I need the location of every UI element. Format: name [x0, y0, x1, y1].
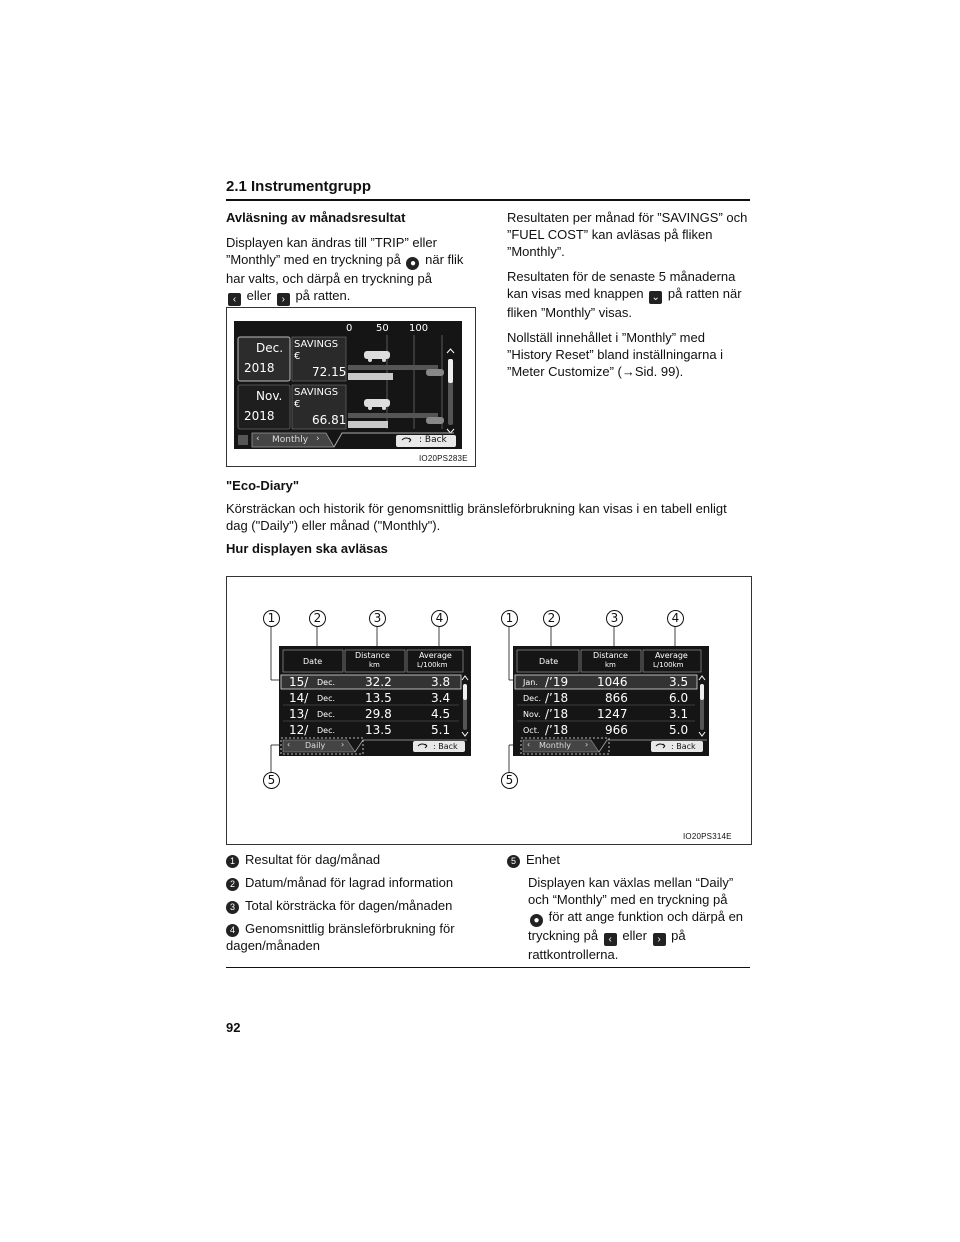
row-average: 3.1 [669, 707, 689, 721]
row-average: 3.5 [669, 675, 689, 689]
row-year: /’19 [545, 675, 569, 689]
ok-button-icon: ● [406, 257, 419, 270]
right-paragraph-3: Nollställ innehållet i ”Monthly” med ”History Reset” bland inställningarna i ”Meter Customize” (→Sid. 99). [507, 330, 724, 379]
legend-item [507, 851, 751, 868]
header-date: Date [539, 657, 559, 666]
callout-2: 2 [309, 610, 326, 627]
row-year: 2018 [244, 409, 275, 423]
figure-eco-diary [226, 576, 752, 845]
row-month: Nov. [256, 389, 283, 403]
row-average: 3.4 [431, 691, 451, 705]
row-average: 4.5 [431, 707, 451, 721]
header-average-unit: L/100km [417, 661, 448, 669]
paragraph-text: eller [246, 288, 272, 303]
daily-display-screen [279, 646, 471, 756]
legend-number: 4 [226, 924, 239, 937]
callout-5: 5 [501, 772, 518, 789]
legend-text: för att ange funktion och därpå en tryckning på [528, 909, 744, 943]
legend-item [226, 851, 476, 868]
row-day: 15/ [289, 675, 309, 689]
tab-chevron-left-icon: ‹ [256, 434, 260, 444]
legend-number: 1 [226, 855, 239, 868]
row-year: /’18 [545, 707, 569, 721]
row-month: Dec. [523, 694, 542, 703]
monthly-display-screen [513, 646, 709, 756]
legend-right [507, 851, 751, 963]
section-title: 2.1 Instrumentgrupp [226, 178, 372, 195]
footer-rule [226, 967, 750, 968]
scroll-up-icon [462, 676, 468, 680]
back-label: : Back [671, 742, 696, 751]
legend-item [226, 920, 476, 954]
scrollbar-thumb [463, 684, 467, 700]
tab-monthly-label: Monthly [272, 435, 309, 445]
legend-text: på rattkontrollerna. [528, 928, 686, 962]
row-month: Dec. [317, 694, 336, 703]
row-value: 72.15 [312, 365, 347, 379]
row-month: Dec. [256, 341, 284, 355]
row-distance: 1247 [597, 707, 628, 721]
row-month: Dec. [317, 678, 336, 687]
legend-number: 2 [226, 878, 239, 891]
figure-monthly-savings [226, 307, 476, 467]
right-column [507, 209, 751, 388]
monthly-results-heading: Avläsning av månadsresultat [226, 210, 406, 225]
legend-number: 5 [507, 855, 520, 868]
paragraph-text: på ratten när fliken ”Monthly” visas. [507, 286, 742, 320]
callout-4: 4 [667, 610, 684, 627]
row-label: SAVINGS [294, 339, 339, 350]
eco-diary-intro: Körsträckan och historik för genomsnittlig bränsleförbrukning kan visas i en tabell enligt dag ("Daily") eller månad ("Monthly"). [226, 501, 727, 533]
tab-chevron-left-icon: ‹ [527, 740, 531, 749]
tab-chevron-right-icon: › [585, 740, 589, 749]
row-day: 13/ [289, 707, 309, 721]
row-day: 14/ [289, 691, 309, 705]
car-icon [364, 351, 390, 362]
row-average: 6.0 [669, 691, 689, 705]
row-year: 2018 [244, 361, 275, 375]
row-distance: 1046 [597, 675, 628, 689]
row-year: /’18 [545, 723, 569, 737]
figure-code: IO20PS314E [683, 832, 732, 841]
row-average: 3.8 [431, 675, 451, 689]
callout-3: 3 [369, 610, 386, 627]
paragraph-text: på ratten. [295, 288, 351, 303]
row-unit: € [294, 351, 301, 362]
chevron-right-icon: › [653, 933, 666, 946]
legend-left [226, 851, 476, 954]
scroll-down-icon [447, 429, 454, 433]
savings-bar [348, 373, 393, 380]
legend-text: Total körsträcka för dagen/månaden [245, 898, 453, 913]
back-label: : Back [433, 742, 458, 751]
scale-label: 100 [409, 323, 429, 334]
header-date: Date [303, 657, 323, 666]
display-screen [234, 321, 462, 449]
right-paragraph-2 [507, 268, 751, 321]
back-label: : Back [419, 435, 447, 445]
header-rule [226, 199, 750, 201]
row-month: Dec. [317, 710, 336, 719]
chevron-left-icon: ‹ [604, 933, 617, 946]
callout-5: 5 [263, 772, 280, 789]
legend-item-5-text [507, 874, 751, 963]
legend-number: 3 [226, 901, 239, 914]
legend-item [226, 897, 476, 914]
callout-1: 1 [501, 610, 518, 627]
paragraph-text: Resultaten för de senaste 5 månaderna kan visas med knappen [507, 269, 736, 301]
page-number: 92 [226, 1020, 241, 1035]
header-distance-unit: km [605, 661, 616, 669]
fuel-bar [348, 413, 438, 418]
row-month: Dec. [317, 726, 336, 735]
header-average: Average [419, 651, 452, 660]
scroll-down-icon [462, 732, 468, 736]
row-month: Jan. [523, 678, 538, 687]
row-label: SAVINGS [294, 387, 339, 398]
paragraph-text: när flik har valts, och därpå en tryckning på [226, 252, 464, 286]
row-distance: 29.8 [365, 707, 392, 721]
row-average: 5.0 [669, 723, 689, 737]
callout-4: 4 [431, 610, 448, 627]
chevron-down-icon: ⌄ [649, 291, 662, 304]
car-silhouette-icon [426, 417, 444, 424]
monthly-results-paragraph [226, 234, 476, 306]
scale-label: 0 [346, 323, 353, 334]
row-distance: 13.5 [365, 723, 392, 737]
savings-bar [348, 421, 388, 428]
row-distance: 866 [605, 691, 628, 705]
header-distance: Distance [355, 651, 390, 660]
left-column [226, 209, 476, 314]
row-average: 5.1 [431, 723, 451, 737]
chevron-right-icon: › [277, 293, 290, 306]
scroll-up-icon [699, 676, 705, 680]
row-day: 12/ [289, 723, 309, 737]
callout-2: 2 [543, 610, 560, 627]
tab-chevron-left-icon: ‹ [287, 740, 291, 749]
car-silhouette-icon [426, 369, 444, 376]
row-distance: 32.2 [365, 675, 392, 689]
ok-button-icon: ● [530, 914, 543, 927]
row-distance: 966 [605, 723, 628, 737]
legend-text: Datum/månad för lagrad information [245, 875, 454, 890]
eco-diary-heading: "Eco-Diary" [226, 478, 300, 493]
scroll-down-icon [699, 732, 705, 736]
legend-text: Genomsnittlig bränsleförbrukning för dagen/månaden [226, 921, 455, 953]
callout-1: 1 [263, 610, 280, 627]
right-paragraph-1: Resultaten per månad för ”SAVINGS” och ”FUEL COST” kan avläsas på fliken ”Monthly”. [507, 210, 748, 259]
header-distance-unit: km [369, 661, 380, 669]
tab-chevron-right-icon: › [316, 434, 320, 444]
legend-text: Resultat för dag/månad [245, 852, 381, 867]
legend-text: eller [622, 928, 647, 943]
legend-text: Displayen kan växlas mellan “Daily” och “Monthly” med en tryckning på [528, 875, 734, 907]
scale-label: 50 [376, 323, 389, 334]
scrollbar-thumb [448, 359, 453, 383]
header-distance: Distance [593, 651, 628, 660]
paragraph-text: Displayen kan ändras till ”TRIP” eller ”Monthly” med en tryckning på [226, 235, 437, 267]
row-value: 66.81 [312, 413, 347, 427]
tab-chevron-right-icon: › [341, 740, 345, 749]
row-unit: € [294, 399, 301, 410]
row-month: Nov. [523, 710, 541, 719]
tab-monthly-label: Monthly [539, 741, 572, 750]
fuel-bar [348, 365, 438, 370]
row-month: Oct. [523, 726, 540, 735]
car-icon [364, 399, 390, 410]
legend-item [226, 874, 476, 891]
row-distance: 13.5 [365, 691, 392, 705]
indicator-square [238, 435, 248, 445]
header-average: Average [655, 651, 688, 660]
legend-title: Enhet [526, 852, 560, 867]
callout-3: 3 [606, 610, 623, 627]
how-to-read-heading: Hur displayen ska avläsas [226, 541, 388, 556]
tab-daily-label: Daily [305, 741, 326, 750]
scroll-up-icon [447, 349, 454, 353]
header-average-unit: L/100km [653, 661, 684, 669]
row-year: /’18 [545, 691, 569, 705]
scrollbar-thumb [700, 684, 704, 700]
figure-code: IO20PS283E [419, 454, 468, 463]
chevron-left-icon: ‹ [228, 293, 241, 306]
